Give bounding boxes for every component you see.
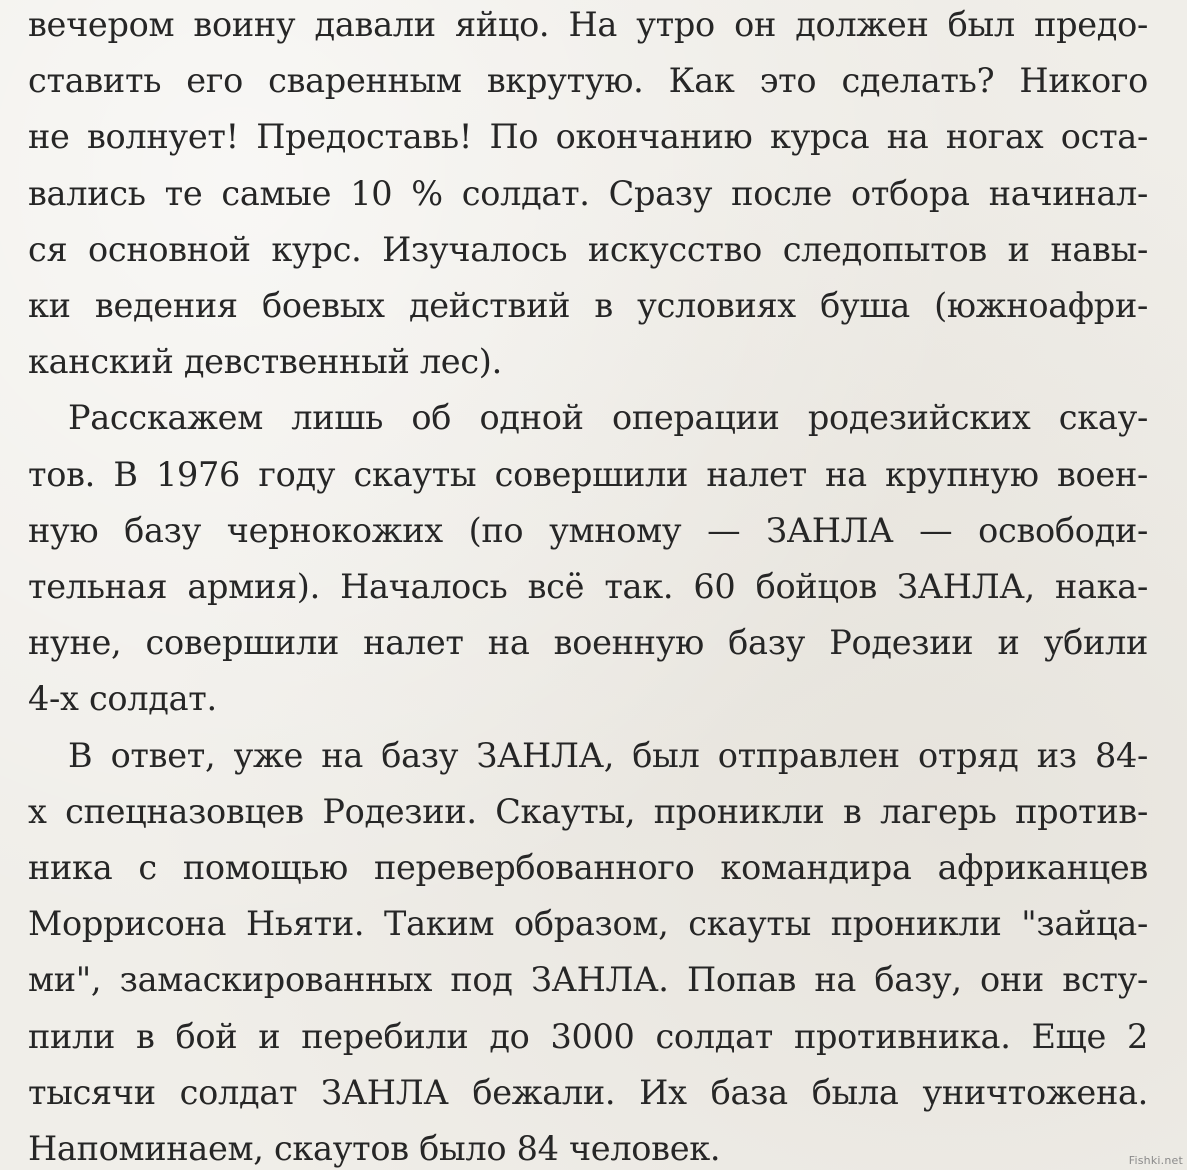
text-line: ми", замаскированных под ЗАНЛА. Попав на базу, они всту- xyxy=(28,960,1148,1000)
page-text xyxy=(28,0,1148,1170)
text-line: 4-х солдат. xyxy=(28,679,217,719)
text-line: нуне, совершили налет на военную базу Родезии и убили xyxy=(28,623,1148,663)
text-line: х спецназовцев Родезии. Скауты, проникли в лагерь против- xyxy=(28,791,1148,831)
watermark-label: Fishki.net xyxy=(1128,1154,1183,1167)
paragraph-1 xyxy=(28,0,1148,390)
text-line: Напоминаем, скаутов было 84 человек. xyxy=(28,1129,721,1169)
text-line: вались те самые 10 % солдат. Сразу после отбора начинал- xyxy=(28,173,1148,213)
text-line: не волнует! Предоставь! По окончанию курса на ногах оста- xyxy=(28,117,1148,157)
text-line: ся основной курс. Изучалось искусство следопытов и навы- xyxy=(28,229,1148,269)
text-line: Моррисона Ньяти. Таким образом, скауты проникли "зайца- xyxy=(28,904,1148,944)
text-line: тельная армия). Началось всё так. 60 бойцов ЗАНЛА, нака- xyxy=(28,567,1148,607)
text-line: тысячи солдат ЗАНЛА бежали. Их база была уничтожена. xyxy=(28,1072,1148,1112)
text-line: В ответ, уже на базу ЗАНЛА, был отправлен отряд из 84- xyxy=(68,735,1148,775)
text-line: пили в бой и перебили до 3000 солдат противника. Еще 2 xyxy=(28,1016,1148,1056)
text-line: Расскажем лишь об одной операции родезийских скау- xyxy=(68,398,1148,438)
text-line: ника с помощью перевербованного командира африканцев xyxy=(28,848,1148,888)
text-line: ную базу чернокожих (по умному — ЗАНЛА — освободи- xyxy=(28,510,1148,550)
text-line: ставить его сваренным вкрутую. Как это сделать? Никого xyxy=(28,61,1148,101)
paragraph-2 xyxy=(28,390,1148,727)
paragraph-3 xyxy=(28,728,1148,1170)
text-line: канский девственный лес). xyxy=(28,342,502,382)
text-line: вечером воину давали яйцо. На утро он должен был предо- xyxy=(28,5,1148,44)
text-line: тов. В 1976 году скауты совершили налет на крупную воен- xyxy=(28,454,1148,494)
text-line: ки ведения боевых действий в условиях буша (южноафри- xyxy=(28,286,1148,326)
